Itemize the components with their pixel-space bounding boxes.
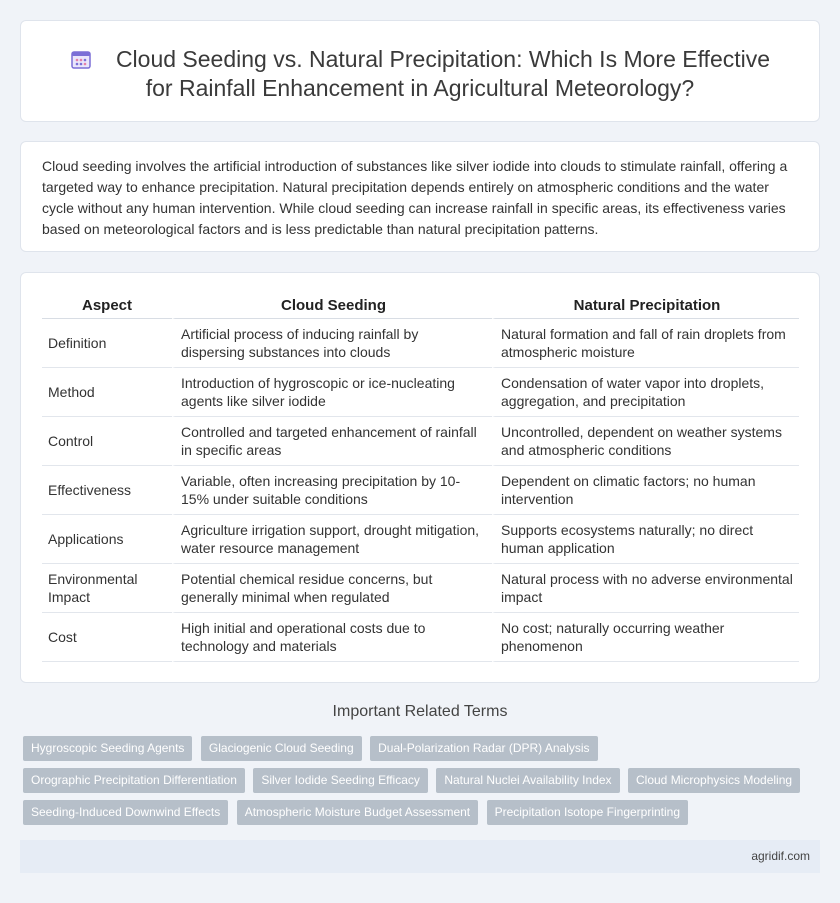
natural-precipitation-cell: Natural process with no adverse environmental impact bbox=[492, 564, 799, 613]
table-row bbox=[42, 515, 799, 564]
cloud-seeding-cell: Agriculture irrigation support, drought mitigation, water resource management bbox=[172, 515, 492, 564]
header-card bbox=[20, 20, 820, 122]
comparison-table bbox=[42, 297, 799, 662]
natural-precipitation-cell: Supports ecosystems naturally; no direct human application bbox=[492, 515, 799, 564]
related-term-tag[interactable]: Dual-Polarization Radar (DPR) Analysis bbox=[370, 736, 597, 761]
table-row bbox=[42, 368, 799, 417]
related-terms-title: Important Related Terms bbox=[332, 703, 508, 720]
aspect-cell: Control bbox=[42, 417, 172, 466]
intro-card bbox=[20, 141, 820, 252]
table-row bbox=[42, 319, 799, 368]
cloud-seeding-cell: High initial and operational costs due to technology and materials bbox=[172, 613, 492, 662]
related-term-tag[interactable]: Cloud Microphysics Modeling bbox=[628, 768, 800, 793]
table-row bbox=[42, 564, 799, 613]
header-aspect: Aspect bbox=[42, 297, 172, 319]
table-row bbox=[42, 613, 799, 662]
cloud-seeding-cell: Introduction of hygroscopic or ice-nucleating agents like silver iodide bbox=[172, 368, 492, 417]
related-term-tag[interactable]: Silver Iodide Seeding Efficacy bbox=[253, 768, 428, 793]
table-header-row bbox=[42, 297, 799, 319]
intro-paragraph: Cloud seeding involves the artificial introduction of substances like silver iodide into clouds to stimulate rainfall, offering a targeted way to enhance precipitation. Natural precipitation depends entirely on atmospheric conditions and the water cycle without any human intervention. While cloud seeding can increase rainfall in specific areas, its effectiveness varies based on meteorological factors and is less predictable than natural precipitation patterns. bbox=[42, 158, 788, 237]
related-term-tag[interactable]: Precipitation Isotope Fingerprinting bbox=[487, 800, 688, 825]
title-line-2: for Rainfall Enhancement in Agricultural Meteorology? bbox=[145, 75, 695, 101]
footer-site-link[interactable]: agridif.com bbox=[751, 849, 810, 863]
table-row bbox=[42, 417, 799, 466]
related-term-tag[interactable]: Seeding-Induced Downwind Effects bbox=[23, 800, 228, 825]
related-terms-list bbox=[23, 736, 823, 832]
footer bbox=[20, 840, 820, 873]
aspect-cell: Environmental Impact bbox=[42, 564, 172, 613]
natural-precipitation-cell: Uncontrolled, dependent on weather systems and atmospheric conditions bbox=[492, 417, 799, 466]
calendar-icon bbox=[70, 48, 92, 70]
cloud-seeding-cell: Variable, often increasing precipitation by 10-15% under suitable conditions bbox=[172, 466, 492, 515]
related-term-tag[interactable]: Orographic Precipitation Differentiation bbox=[23, 768, 245, 793]
aspect-cell: Effectiveness bbox=[42, 466, 172, 515]
aspect-cell: Definition bbox=[42, 319, 172, 368]
related-term-tag[interactable]: Atmospheric Moisture Budget Assessment bbox=[237, 800, 478, 825]
header-cloud-seeding: Cloud Seeding bbox=[172, 297, 492, 319]
related-term-tag[interactable]: Glaciogenic Cloud Seeding bbox=[201, 736, 362, 761]
comparison-card bbox=[20, 272, 820, 683]
table-row bbox=[42, 466, 799, 515]
aspect-cell: Method bbox=[42, 368, 172, 417]
natural-precipitation-cell: Condensation of water vapor into droplets, aggregation, and precipitation bbox=[492, 368, 799, 417]
header-natural-precipitation: Natural Precipitation bbox=[492, 297, 799, 319]
related-term-tag[interactable]: Natural Nuclei Availability Index bbox=[436, 768, 619, 793]
aspect-cell: Applications bbox=[42, 515, 172, 564]
aspect-cell: Cost bbox=[42, 613, 172, 662]
natural-precipitation-cell: Dependent on climatic factors; no human intervention bbox=[492, 466, 799, 515]
natural-precipitation-cell: No cost; naturally occurring weather phenomenon bbox=[492, 613, 799, 662]
cloud-seeding-cell: Artificial process of inducing rainfall by dispersing substances into clouds bbox=[172, 319, 492, 368]
natural-precipitation-cell: Natural formation and fall of rain droplets from atmospheric moisture bbox=[492, 319, 799, 368]
title-line-1: Cloud Seeding vs. Natural Precipitation: Which Is More Effective bbox=[115, 46, 771, 72]
cloud-seeding-cell: Potential chemical residue concerns, but generally minimal when regulated bbox=[172, 564, 492, 613]
cloud-seeding-cell: Controlled and targeted enhancement of rainfall in specific areas bbox=[172, 417, 492, 466]
page-title bbox=[21, 45, 819, 103]
related-term-tag[interactable]: Hygroscopic Seeding Agents bbox=[23, 736, 192, 761]
